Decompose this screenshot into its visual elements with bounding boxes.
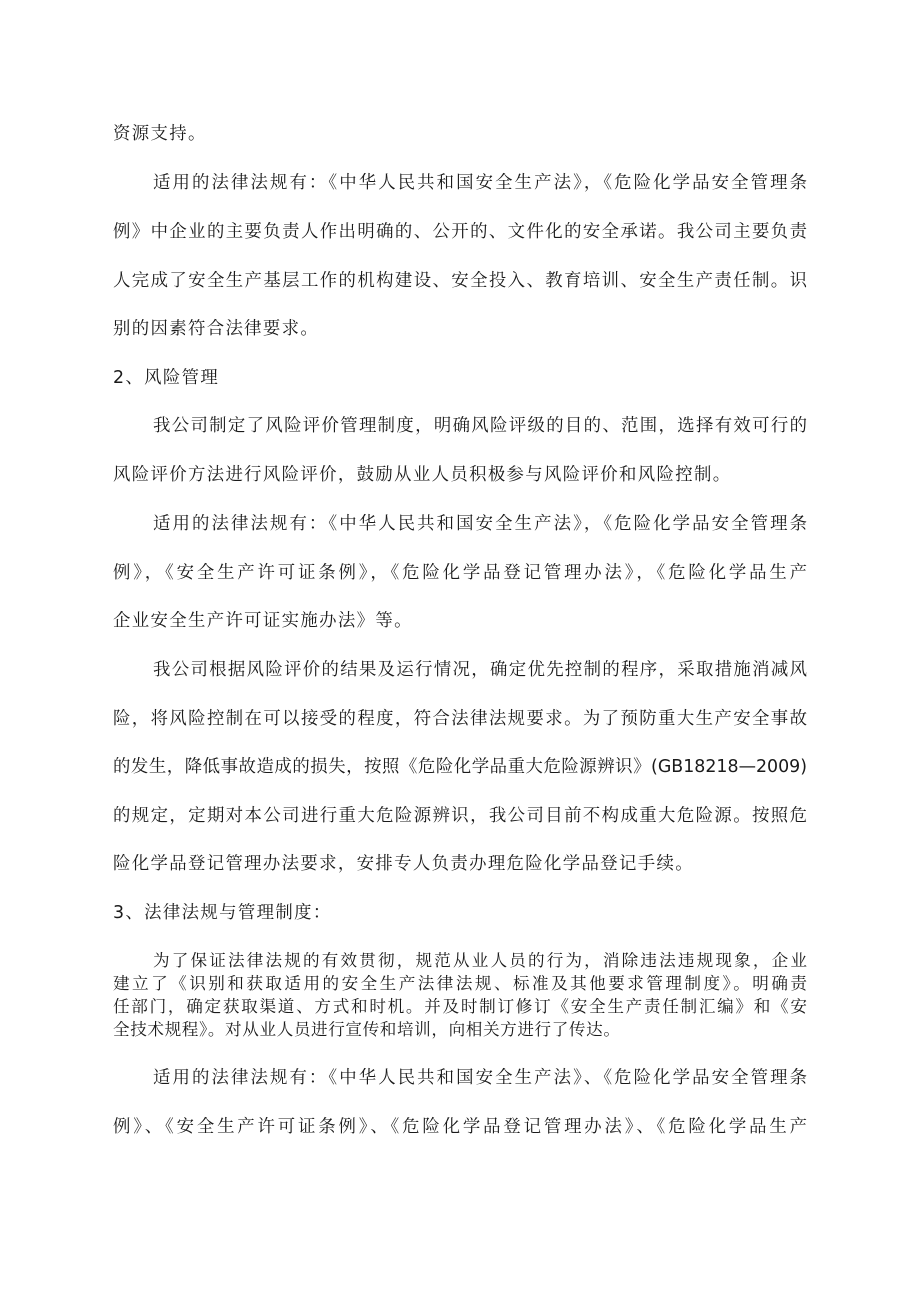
section-heading-risk-management: 2、风险管理 — [113, 368, 220, 388]
text-line: 企业安全生产许可证实施办法》等。 — [113, 611, 413, 631]
text-line: 为了保证法律法规的有效贯彻，规范从业人员的行为，消除违法违规现象，企业 — [153, 951, 807, 970]
text-line: 任部门，确定获取渠道、方式和时机。并及时制订修订《安全生产责任制汇编》和《安 — [113, 997, 807, 1016]
text-line: 风险评价方法进行风险评价，鼓励从业人员积极参与风险评价和风险控制。 — [113, 465, 732, 485]
text-line: 的规定，定期对本公司进行重大危险源辨识，我公司目前不构成重大危险源。按照危 — [113, 806, 807, 826]
text-line: 险化学品登记管理办法要求，安排专人负责办理危险化学品登记手续。 — [113, 854, 694, 874]
text-line: 例》中企业的主要负责人作出明确的、公开的、文件化的安全承诺。我公司主要负责 — [113, 222, 807, 242]
text-line: 建立了《识别和获取适用的安全生产法律法规、标准及其他要求管理制度》。明确责 — [113, 974, 807, 993]
text-line: 人完成了安全生产基层工作的机构建设、安全投入、教育培训、安全生产责任制。识 — [113, 271, 807, 291]
text-line: 适用的法律法规有：《中华人民共和国安全生产法》，《危险化学品安全管理条 — [153, 514, 807, 534]
text-line: 例》、《安全生产许可证条例》、《危险化学品登记管理办法》、《危险化学品生产 — [113, 1117, 807, 1137]
text-line: 险，将风险控制在可以接受的程度，符合法律法规要求。为了预防重大生产安全事故 — [113, 709, 807, 729]
text-line: 适用的法律法规有：《中华人民共和国安全生产法》，《危险化学品安全管理条 — [153, 173, 807, 193]
section-heading-laws-and-regulations: 3、法律法规与管理制度： — [113, 903, 332, 923]
text-line: 我公司制定了风险评价管理制度，明确风险评级的目的、范围，选择有效可行的 — [153, 416, 807, 436]
text-line: 我公司根据风险评价的结果及运行情况，确定优先控制的程序，采取措施消减风 — [153, 660, 807, 680]
text-line: 别的因素符合法律要求。 — [113, 319, 320, 339]
text-line: 全技术规程》。对从业人员进行宣传和培训，向相关方进行了传达。 — [113, 1020, 621, 1039]
text-line: 适用的法律法规有：《中华人民共和国安全生产法》、《危险化学品安全管理条 — [153, 1068, 807, 1088]
text-line: 例》，《安全生产许可证条例》，《危险化学品登记管理办法》，《危险化学品生产 — [113, 563, 807, 583]
text-line: 的发生，降低事故造成的损失，按照《危险化学品重大危险源辨识》(GB18218—2009) — [113, 757, 807, 777]
intro-tail-line: 资源支持。 — [113, 124, 207, 144]
